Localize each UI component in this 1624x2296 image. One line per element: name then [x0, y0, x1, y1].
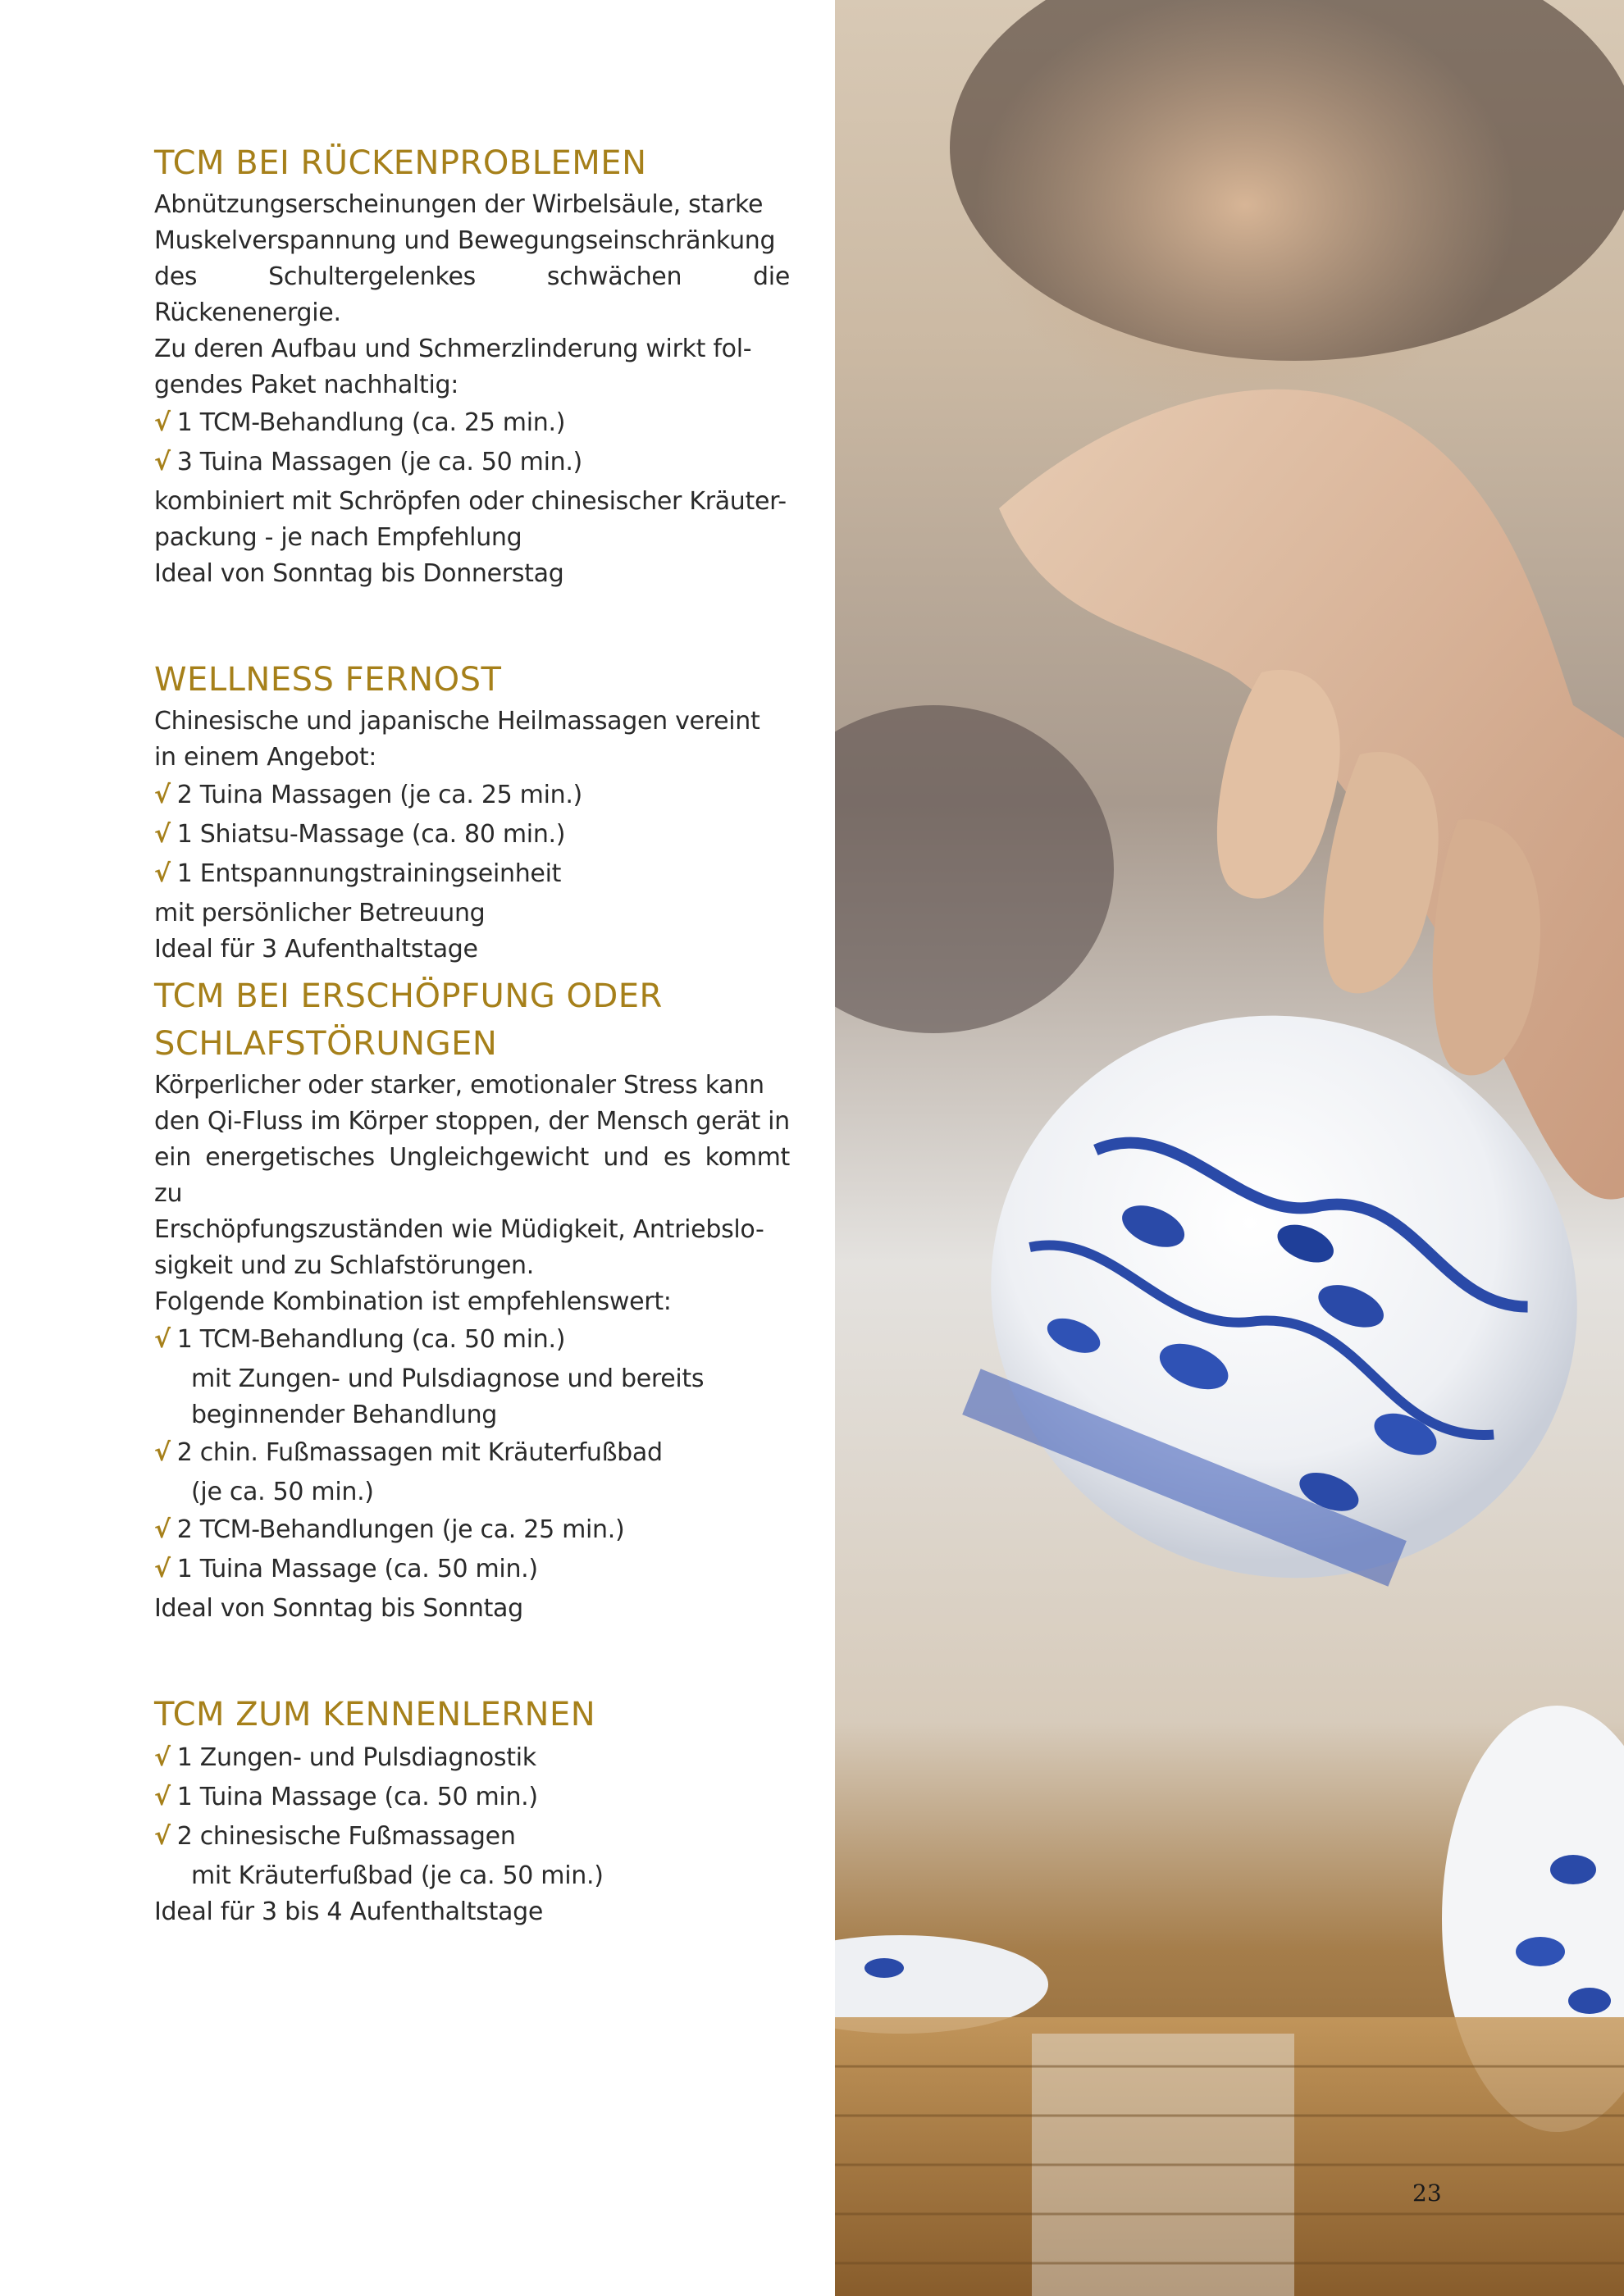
list-item-subline: mit Kräuterfußbad (je ca. 50 min.): [191, 1861, 604, 1890]
section-intro-line: Zu deren Aufbau und Schmerzlinderung wirkt fol-: [154, 335, 752, 363]
section-heading: TCM BEI RÜCKENPROBLEMEN: [154, 144, 647, 182]
section-outro-line: mit persönlicher Betreuung: [154, 899, 486, 927]
section-exhaustion: [154, 973, 790, 1627]
list-item: [154, 777, 790, 813]
checkmark-icon: √: [154, 1438, 171, 1467]
list-item-text: 2 chin. Fußmassagen mit Kräuterfußbad: [176, 1438, 663, 1467]
list-item-subline: (je ca. 50 min.): [191, 1478, 374, 1506]
list-item: [154, 405, 790, 441]
list-item: [154, 1779, 790, 1815]
list-item-subline: beginnender Behandlung: [191, 1401, 498, 1429]
section-outro-line: packung - je nach Empfehlung: [154, 523, 522, 552]
list-item-text: 2 TCM-Behandlungen (je ca. 25 min.): [176, 1515, 625, 1544]
section-heading-line: TCM BEI ERSCHÖPFUNG ODER: [154, 977, 663, 1015]
checkmark-icon: √: [154, 1325, 171, 1354]
list-item-text: 2 Tuina Massagen (je ca. 25 min.): [176, 781, 582, 809]
list-item: [154, 1435, 790, 1471]
list-item-text: 1 Tuina Massage (ca. 50 min.): [176, 1555, 538, 1583]
list-item: [154, 1819, 790, 1855]
list-item-text: 1 Entspannungstrainingseinheit: [176, 859, 562, 888]
section-intro-line: sigkeit und zu Schlafstörungen.: [154, 1251, 534, 1280]
section-wellness-fernost: [154, 656, 790, 968]
list-item: [154, 1512, 790, 1548]
section-intro-line: den Qi-Fluss im Körper stoppen, der Mensch gerät in: [154, 1107, 790, 1136]
checkmark-icon: √: [154, 448, 171, 476]
section-heading: WELLNESS FERNOST: [154, 661, 502, 699]
section-intro-line: in einem Angebot:: [154, 743, 377, 772]
section-intro-line: Chinesische und japanische Heilmassagen vereint: [154, 707, 760, 736]
section-outro-line: Ideal für 3 Aufenthaltstage: [154, 935, 478, 963]
list-item-text: 2 chinesische Fußmassagen: [176, 1822, 516, 1851]
checkmark-icon: √: [154, 781, 171, 809]
list-item: [154, 817, 790, 853]
section-outro-line: Ideal für 3 bis 4 Aufenthaltstage: [154, 1897, 544, 1926]
list-item-text: 3 Tuina Massagen (je ca. 50 min.): [176, 448, 582, 476]
list-item: [154, 444, 790, 481]
section-intro-line: des Schultergelenkes schwächen die Rückenenergie.: [154, 262, 790, 327]
list-item: [154, 856, 790, 892]
section-intro-line: Muskelverspannung und Bewegungseinschränkung: [154, 226, 776, 255]
list-item-text: 1 TCM-Behandlung (ca. 50 min.): [176, 1325, 566, 1354]
checkmark-icon: √: [154, 859, 171, 888]
section-intro-line: Erschöpfungszuständen wie Müdigkeit, Antriebslo-: [154, 1215, 764, 1244]
page-number: 23: [1412, 2180, 1442, 2207]
list-item: [154, 1740, 790, 1776]
section-intro-line: Abnützungserscheinungen der Wirbelsäule, starke: [154, 190, 764, 219]
text-column: [154, 139, 790, 1930]
list-item-text: 1 Zungen- und Pulsdiagnostik: [176, 1743, 536, 1772]
checkmark-icon: √: [154, 1555, 171, 1583]
section-outro-line: Ideal von Sonntag bis Sonntag: [154, 1594, 523, 1623]
checkmark-icon: √: [154, 408, 171, 437]
tea-ceremony-photo: [835, 0, 1624, 2296]
section-heading-line: SCHLAFSTÖRUNGEN: [154, 1025, 498, 1063]
section-outro-line: kombiniert mit Schröpfen oder chinesischer Kräuter-: [154, 487, 787, 516]
list-item: [154, 1551, 790, 1588]
list-item-text: 1 Tuina Massage (ca. 50 min.): [176, 1783, 538, 1811]
list-item-subline: mit Zungen- und Pulsdiagnose und bereits: [191, 1364, 705, 1393]
list-item-text: 1 TCM-Behandlung (ca. 25 min.): [176, 408, 566, 437]
section-intro-line: Körperlicher oder starker, emotionaler Stress kann: [154, 1071, 764, 1100]
list-item-text: 1 Shiatsu-Massage (ca. 80 min.): [176, 820, 566, 849]
section-outro-line: Ideal von Sonntag bis Donnerstag: [154, 559, 564, 588]
section-intro-line: Folgende Kombination ist empfehlenswert:: [154, 1287, 672, 1316]
checkmark-icon: √: [154, 1783, 171, 1811]
section-intro-line: ein energetisches Ungleichgewicht und es kommt zu: [154, 1143, 790, 1208]
checkmark-icon: √: [154, 1822, 171, 1851]
list-item: [154, 1322, 790, 1358]
checkmark-icon: √: [154, 1515, 171, 1544]
section-back-problems: [154, 139, 790, 592]
section-introduction: [154, 1691, 790, 1930]
checkmark-icon: √: [154, 820, 171, 849]
section-heading: TCM ZUM KENNENLERNEN: [154, 1696, 596, 1733]
section-intro-line: gendes Paket nachhaltig:: [154, 371, 459, 399]
checkmark-icon: √: [154, 1743, 171, 1772]
